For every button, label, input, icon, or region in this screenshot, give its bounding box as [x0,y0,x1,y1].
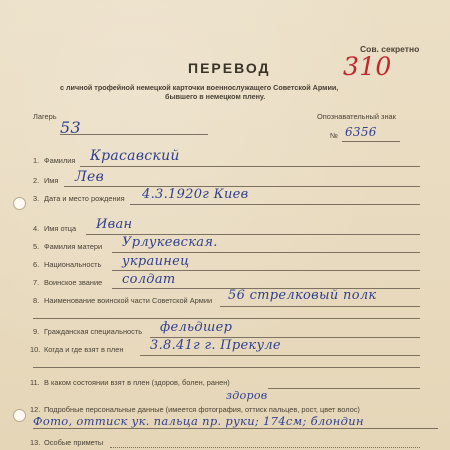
field-3-num: 3. [33,194,40,203]
document-subtitle-line1: с личной трофейной немецкой карточки военнослужащего Советской Армии, [60,83,339,92]
field-5-label: Фамилия матери [44,242,103,251]
field-1-num: 1. [33,156,40,165]
camp-value: 53 [60,118,81,137]
field-8-line [220,306,420,307]
field-5-value: Урлукевская. [122,235,218,250]
field-5-num: 5. [33,242,40,251]
field-10-num: 10. [30,345,41,354]
field-13-label: Особые приметы [44,438,104,447]
field-12-line [33,428,438,429]
field-5-line [112,252,420,253]
field-11-num: 11. [30,378,40,387]
field-1-line [80,166,420,167]
field-13-num: 13. [30,438,41,447]
field-8-num: 8. [33,296,40,305]
field-7-value: солдат [122,272,176,287]
field-10-value: 3.8.41г г. Прекуле [150,338,281,353]
field-2-num: 2. [33,176,40,185]
field-3-value: 4.3.1920г Киев [142,187,249,202]
field-1-label: Фамилия [44,156,76,165]
document-subtitle-line2: бывшего в немецком плену. [165,92,266,101]
id-mark-line [342,141,400,142]
field-8-line-2 [33,318,420,319]
field-8-value: 56 стрелковый полк [228,288,377,303]
field-13-line [110,447,420,448]
field-8-label: Наименование воинской части Советской Армии [44,296,213,305]
field-10-line [140,355,420,356]
field-11-label: В каком состоянии взят в плен (здоров, болен, ранен) [44,378,230,387]
field-7-num: 7. [33,278,40,287]
field-9-value: фельдшер [160,320,233,335]
id-mark-label: Опознавательный знак [317,112,396,121]
classification-label: Сов. секретно [360,44,420,54]
field-9-num: 9. [33,327,40,336]
field-12-value: Фото, оттиск ук. пальца пр. руки; 174см; блондин [33,414,364,428]
field-4-num: 4. [33,224,40,233]
field-10-label: Когда и где взят в плен [44,345,124,354]
id-mark-value: 6356 [345,125,377,139]
field-2-label: Имя [44,176,59,185]
field-4-value: Иван [96,217,133,232]
camp-line [60,134,208,135]
id-mark-no-label: № [330,131,338,140]
camp-label: Лагерь [33,112,57,121]
field-3-label: Дата и место рождения [44,194,125,203]
field-1-value: Красавский [90,148,180,164]
stamp-number: 310 [343,52,392,81]
field-9-label: Гражданская специальность [44,327,143,336]
field-4-label: Имя отца [44,224,77,233]
field-12-label: Подробные персональные данные (имеется фотография, оттиск пальцев, рост, цвет волос) [44,405,360,414]
field-6-line [112,270,420,271]
field-11-line [268,388,420,389]
field-6-label: Национальность [44,260,102,269]
field-11-value: здоров [226,389,268,402]
punch-hole-top [13,197,26,210]
field-2-value: Лев [75,169,105,185]
field-12-num: 12. [30,405,41,414]
field-10-line-2 [33,367,420,368]
document-title: ПЕРЕВОД [188,60,271,76]
field-7-label: Воинское звание [44,278,103,287]
punch-hole-bottom [13,409,26,422]
field-6-num: 6. [33,260,40,269]
field-6-value: украинец [122,254,190,269]
field-3-line [130,204,420,205]
